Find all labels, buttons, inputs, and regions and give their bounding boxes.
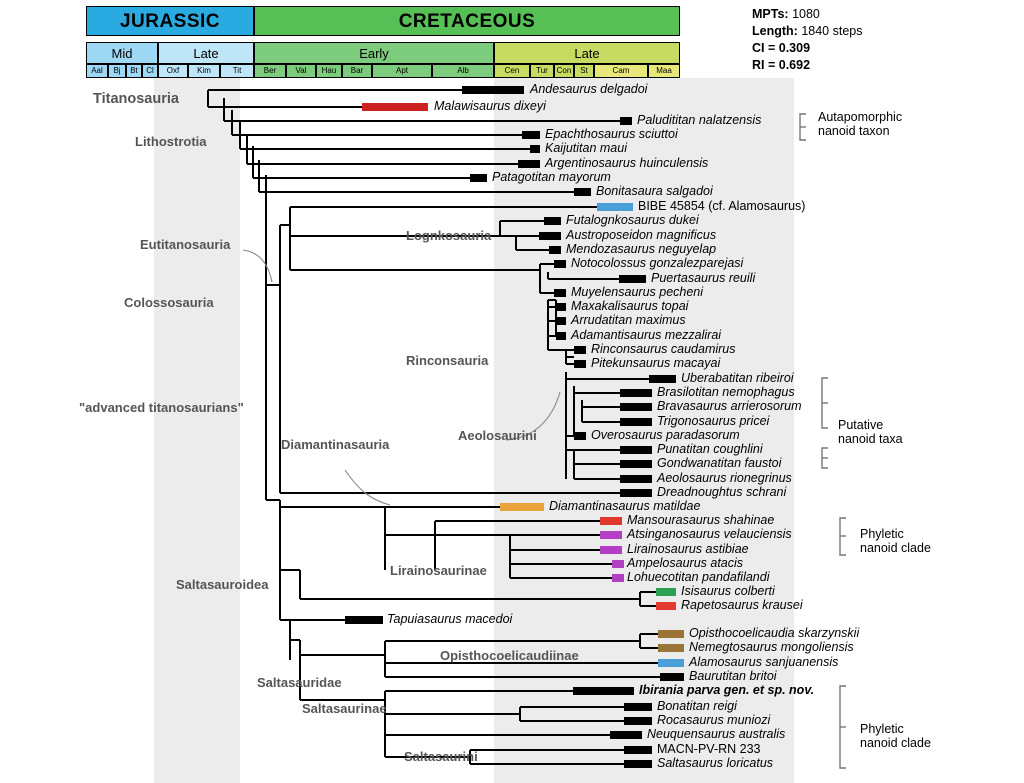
timescale-stage-con: Con: [554, 64, 574, 78]
taxon-label: Neuquensaurus australis: [647, 727, 786, 741]
taxon-range-bar: [549, 246, 561, 254]
taxon-range-bar: [612, 574, 624, 582]
taxon-label: Brasilotitan nemophagus: [657, 385, 795, 399]
taxon-label: Argentinosaurus huinculensis: [545, 156, 709, 170]
taxon-label: Diamantinasaurus matildae: [549, 499, 701, 513]
taxon-range-bar: [658, 659, 684, 667]
taxon-range-bar: [620, 475, 652, 483]
taxon-label: Notocolossus gonzalezparejasi: [571, 256, 744, 270]
clade-label: Colossosauria: [124, 295, 214, 310]
taxon-label: Ibirania parva gen. et sp. nov.: [639, 683, 815, 697]
annotation-line: Putative: [838, 418, 884, 432]
taxon-label: Dreadnoughtus schrani: [657, 485, 787, 499]
taxon-label: BIBE 45854 (cf. Alamosaurus): [638, 199, 806, 213]
timescale-stage-maa: Maa: [648, 64, 680, 78]
taxon-range-bar: [600, 531, 622, 539]
timescale-stage-cl: Cl: [142, 64, 158, 78]
timescale-stage-oxf: Oxf: [158, 64, 188, 78]
timescale-epoch-3: Late: [494, 42, 680, 64]
annotation-line: nanoid clade: [860, 736, 931, 750]
timescale-stage-cen: Cen: [494, 64, 530, 78]
taxon-label: Trigonosaurus pricei: [657, 414, 770, 428]
taxon-range-bar: [470, 174, 487, 182]
taxon-label: Lohuecotitan pandafilandi: [627, 570, 770, 584]
timescale-stage-hau: Hau: [316, 64, 342, 78]
taxon-range-bar: [624, 703, 652, 711]
taxon-label: Rocasaurus muniozi: [657, 713, 771, 727]
taxon-label: Arrudatitan maximus: [571, 313, 686, 327]
clade-label: Rinconsauria: [406, 353, 489, 368]
bracket-annotation: [838, 418, 903, 446]
mpts-value: 1080: [792, 7, 820, 21]
taxon-label: Alamosaurus sanjuanensis: [689, 655, 839, 669]
clade-label: Lognkosauria: [406, 228, 492, 243]
taxon-label: MACN-PV-RN 233: [657, 742, 761, 756]
taxon-range-bar: [556, 332, 566, 340]
taxon-range-bar: [500, 503, 544, 511]
taxon-range-bar: [530, 145, 540, 153]
ri-value: RI = 0.692: [752, 58, 811, 72]
taxon-range-bar: [620, 489, 652, 497]
clade-label: Saltasauroidea: [176, 577, 269, 592]
taxon-range-bar: [556, 317, 566, 325]
timescale-stage-apt: Apt: [372, 64, 432, 78]
taxon-label: Bonatitan reigi: [657, 699, 737, 713]
clade-label: Opisthocoelicaudiinae: [440, 648, 579, 663]
taxon-label: Bravasaurus arrierosorum: [657, 399, 802, 413]
clade-label: Saltasaurinae: [302, 701, 387, 716]
annotation-line: Phyletic: [860, 722, 904, 736]
taxon-range-bar: [620, 418, 652, 426]
taxon-label: Nemegtosaurus mongoliensis: [689, 640, 854, 654]
timescale-stage-tit: Tit: [220, 64, 254, 78]
taxon-range-bar: [554, 260, 566, 268]
taxon-label: Lirainosaurus astibiae: [627, 542, 749, 556]
taxon-label: Kaijutitan maui: [545, 141, 627, 155]
clade-label: "advanced titanosaurians": [79, 400, 244, 415]
taxon-label: Pitekunsaurus macayai: [591, 356, 721, 370]
taxon-range-bar: [656, 602, 676, 610]
taxon-range-bar: [610, 731, 642, 739]
annotation-line: Phyletic: [860, 527, 904, 541]
timescale-period-cretaceous: CRETACEOUS: [254, 6, 680, 36]
taxon-range-bar: [649, 375, 676, 383]
taxon-range-bar: [462, 86, 524, 94]
taxon-range-bar: [619, 275, 646, 283]
taxon-range-bar: [574, 360, 586, 368]
taxon-range-bar: [554, 289, 566, 297]
taxon-range-bar: [362, 103, 428, 111]
timescale-stage-bj: Bj: [108, 64, 126, 78]
ci-value: CI = 0.309: [752, 41, 811, 55]
taxon-range-bar: [600, 546, 622, 554]
taxon-label: Futalognkosaurus dukei: [566, 213, 699, 227]
timescale-stage-aal: Aal: [86, 64, 108, 78]
taxon-range-bar: [624, 760, 652, 768]
taxon-label: Punatitan coughlini: [657, 442, 763, 456]
taxon-range-bar: [620, 117, 632, 125]
annotation-line: Autapomorphic: [818, 110, 903, 124]
taxon-range-bar: [539, 232, 561, 240]
taxon-label: Overosaurus paradasorum: [591, 428, 740, 442]
taxon-label: Baurutitan britoi: [689, 669, 777, 683]
taxon-label: Isisaurus colberti: [681, 584, 775, 598]
timescale-stage-val: Val: [286, 64, 316, 78]
taxon-range-bar: [658, 630, 684, 638]
taxon-range-bar: [522, 131, 540, 139]
timescale-stage-tur: Tur: [530, 64, 554, 78]
taxon-range-bar: [658, 644, 684, 652]
taxon-label: Saltasaurus loricatus: [657, 756, 774, 770]
taxon-label: Malawisaurus dixeyi: [434, 99, 546, 113]
taxon-range-bar: [620, 403, 652, 411]
timescale-stage-ber: Ber: [254, 64, 286, 78]
clade-label: Lirainosaurinae: [390, 563, 487, 578]
timescale-stage-st: St: [574, 64, 594, 78]
timescale-stage-cam: Cam: [594, 64, 648, 78]
taxon-label: Mendozasaurus neguyelap: [566, 242, 717, 256]
taxon-label: Mansourasaurus shahinae: [627, 513, 775, 527]
annotation-line: nanoid clade: [860, 541, 931, 555]
taxon-range-bar: [518, 160, 540, 168]
taxon-label: Patagotitan mayorum: [492, 170, 611, 184]
clade-label: Titanosauria: [93, 91, 179, 107]
length-value: 1840 steps: [801, 24, 863, 38]
bracket-annotation: [818, 110, 902, 138]
taxon-range-bar: [620, 446, 652, 454]
taxon-range-bar: [574, 432, 586, 440]
clade-label: Aeolosaurini: [458, 428, 537, 443]
taxon-label: Maxakalisaurus topai: [571, 299, 689, 313]
taxon-range-bar: [556, 303, 566, 311]
timescale-stage-bt: Bt: [126, 64, 142, 78]
taxon-range-bar: [597, 203, 633, 211]
clade-label: Diamantinasauria: [281, 437, 390, 452]
timescale-stage-kim: Kim: [188, 64, 220, 78]
taxon-label: Ampelosaurus atacis: [627, 556, 744, 570]
timescale-epoch-0: Mid: [86, 42, 158, 64]
annotation-line: nanoid taxon: [818, 124, 890, 138]
timescale-epoch-2: Early: [254, 42, 494, 64]
taxon-label: Paludititan nalatzensis: [637, 113, 762, 127]
taxon-range-bar: [612, 560, 624, 568]
taxon-label: Gondwanatitan faustoi: [657, 456, 782, 470]
taxon-range-bar: [345, 616, 383, 624]
bracket-annotation: [860, 722, 931, 750]
taxon-label: Bonitasaura salgadoi: [596, 184, 713, 198]
taxon-range-bar: [656, 588, 676, 596]
taxon-label: Opisthocoelicaudia skarzynskii: [689, 626, 860, 640]
taxon-label: Austroposeidon magnificus: [566, 228, 717, 242]
taxon-range-bar: [624, 717, 652, 725]
taxon-range-bar: [660, 673, 684, 681]
annotation-line: nanoid taxa: [838, 432, 903, 446]
taxon-range-bar: [620, 460, 652, 468]
taxon-label: Epachthosaurus sciuttoi: [545, 127, 678, 141]
bracket-annotation: [860, 527, 931, 555]
taxon-label: Aeolosaurus rionegrinus: [657, 471, 792, 485]
taxon-label: Muyelensaurus pecheni: [571, 285, 704, 299]
taxon-range-bar: [574, 346, 586, 354]
mpts-label: MPTs:: [752, 7, 789, 21]
timescale-stage-alb: Alb: [432, 64, 494, 78]
taxon-range-bar: [620, 389, 652, 397]
clade-label: Lithostrotia: [135, 134, 207, 149]
taxon-range-bar: [573, 687, 634, 695]
clade-label: Saltasauridae: [257, 675, 342, 690]
taxon-range-bar: [544, 217, 561, 225]
clade-label: Eutitanosauria: [140, 237, 231, 252]
taxon-label: Andesaurus delgadoi: [530, 82, 648, 96]
taxon-label: Puertasaurus reuili: [651, 271, 756, 285]
taxon-label: Uberabatitan ribeiroi: [681, 371, 794, 385]
timescale-stage-bar: Bar: [342, 64, 372, 78]
taxon-range-bar: [574, 188, 591, 196]
taxon-label: Atsinganosaurus velauciensis: [627, 527, 792, 541]
taxon-range-bar: [600, 517, 622, 525]
taxon-label: Adamantisaurus mezzalirai: [571, 328, 722, 342]
taxon-label: Rapetosaurus krausei: [681, 598, 803, 612]
timescale-period-jurassic: JURASSIC: [86, 6, 254, 36]
taxon-range-bar: [624, 746, 652, 754]
taxon-label: Rinconsaurus caudamirus: [591, 342, 736, 356]
taxon-label: Tapuiasaurus macedoi: [387, 612, 513, 626]
clade-label: Saltasaurini: [404, 749, 478, 764]
length-label: Length:: [752, 24, 798, 38]
timescale-epoch-1: Late: [158, 42, 254, 64]
